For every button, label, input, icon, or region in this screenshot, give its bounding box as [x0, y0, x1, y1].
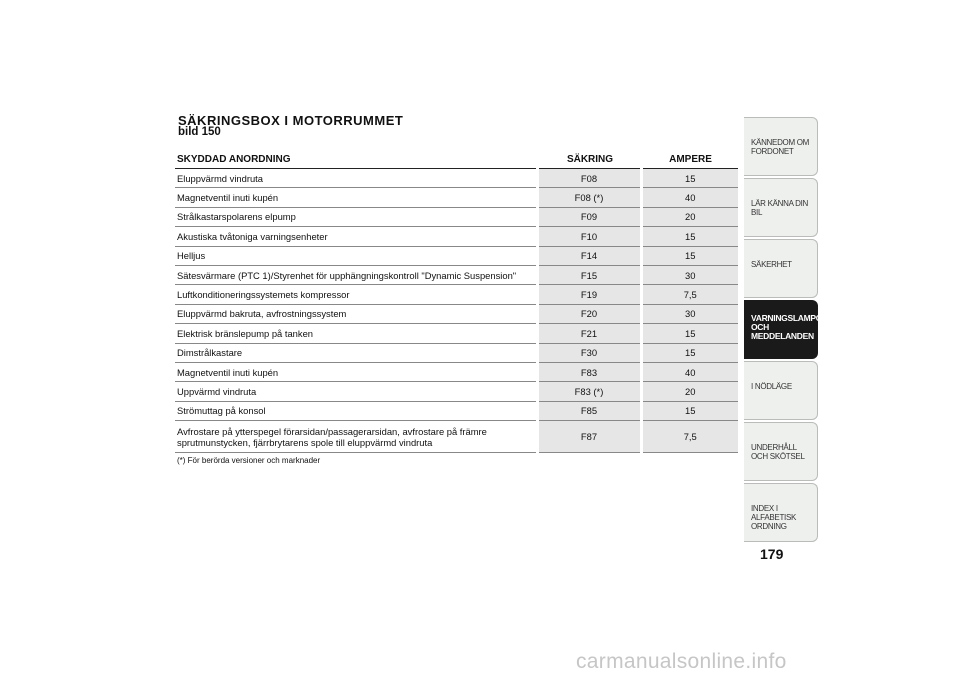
device-cell: Magnetventil inuti kupén — [175, 188, 537, 207]
footnote: (*) För berörda versioner och marknader — [177, 456, 321, 465]
fuse-cell: F15 — [537, 265, 641, 284]
device-cell: Avfrostare på ytterspegel förarsidan/passagerarsidan, avfrostare på främre sprutmunstycken, fjärrbrytarens spole till eluppvärmd vindruta — [175, 421, 537, 453]
ampere-cell: 15 — [641, 246, 738, 265]
section-title: SÄKRINGSBOX I MOTORRUMMET — [178, 113, 404, 128]
tab-chapter-4[interactable]: VARNINGSLAMPOR OCH MEDDELANDEN — [744, 300, 818, 359]
ampere-cell: 40 — [641, 362, 738, 381]
device-cell: Strålkastarspolarens elpump — [175, 207, 537, 226]
tab-chapter-7[interactable]: INDEX I ALFABETISK ORDNING — [744, 483, 818, 542]
device-cell: Akustiska tvåtoniga varningsenheter — [175, 227, 537, 246]
table-row — [175, 285, 738, 304]
tab-chapter-3[interactable]: SÄKERHET — [744, 239, 818, 298]
device-cell: Elektrisk bränslepump på tanken — [175, 324, 537, 343]
table-row — [175, 207, 738, 226]
tab-chapter-2[interactable]: LÄR KÄNNA DIN BIL — [744, 178, 818, 237]
fuse-cell: F14 — [537, 246, 641, 265]
device-cell: Eluppvärmd bakruta, avfrostningssystem — [175, 304, 537, 323]
fuse-cell: F08 — [537, 169, 641, 188]
fuse-cell: F20 — [537, 304, 641, 323]
ampere-cell: 20 — [641, 382, 738, 401]
ampere-cell: 15 — [641, 343, 738, 362]
ampere-cell: 7,5 — [641, 285, 738, 304]
device-cell: Eluppvärmd vindruta — [175, 169, 537, 188]
fuse-cell: F19 — [537, 285, 641, 304]
header-fuse: SÄKRING — [537, 151, 641, 169]
device-cell: Magnetventil inuti kupén — [175, 362, 537, 381]
device-cell: Helljus — [175, 246, 537, 265]
ampere-cell: 40 — [641, 188, 738, 207]
fuse-cell: F83 (*) — [537, 382, 641, 401]
figure-reference: bild 150 — [178, 126, 221, 138]
table-header-row — [175, 151, 738, 169]
table-row — [175, 246, 738, 265]
fuse-cell: F85 — [537, 401, 641, 420]
chapter-tabs — [744, 117, 828, 544]
device-cell: Sätesvärmare (PTC 1)/Styrenhet för upphängningskontroll "Dynamic Suspension" — [175, 265, 537, 284]
page-number: 179 — [760, 546, 784, 562]
fuse-cell: F09 — [537, 207, 641, 226]
fuse-cell: F21 — [537, 324, 641, 343]
device-cell: Uppvärmd vindruta — [175, 382, 537, 401]
tab-chapter-1[interactable]: KÄNNEDOM OM FORDONET — [744, 117, 818, 176]
table-row — [175, 169, 738, 188]
table-row — [175, 421, 738, 453]
device-cell: Dimstrålkastare — [175, 343, 537, 362]
fuse-cell: F08 (*) — [537, 188, 641, 207]
ampere-cell: 15 — [641, 169, 738, 188]
ampere-cell: 20 — [641, 207, 738, 226]
ampere-cell: 7,5 — [641, 421, 738, 453]
ampere-cell: 15 — [641, 324, 738, 343]
ampere-cell: 30 — [641, 265, 738, 284]
table-row — [175, 324, 738, 343]
tab-chapter-6[interactable]: UNDERHÅLL OCH SKÖTSEL — [744, 422, 818, 481]
header-ampere: AMPERE — [641, 151, 738, 169]
tab-chapter-5[interactable]: I NÖDLÄGE — [744, 361, 818, 420]
table-row — [175, 343, 738, 362]
header-protected-device: SKYDDAD ANORDNING — [175, 151, 537, 169]
table-row — [175, 265, 738, 284]
table-row — [175, 401, 738, 420]
fuse-table — [175, 151, 738, 453]
watermark: carmanualsonline.info — [576, 650, 787, 673]
device-cell: Luftkonditioneringssystemets kompressor — [175, 285, 537, 304]
ampere-cell: 30 — [641, 304, 738, 323]
fuse-cell: F30 — [537, 343, 641, 362]
fuse-cell: F87 — [537, 421, 641, 453]
fuse-cell: F10 — [537, 227, 641, 246]
table-row — [175, 304, 738, 323]
ampere-cell: 15 — [641, 401, 738, 420]
ampere-cell: 15 — [641, 227, 738, 246]
table-row — [175, 227, 738, 246]
table-row — [175, 382, 738, 401]
device-cell: Strömuttag på konsol — [175, 401, 537, 420]
fuse-cell: F83 — [537, 362, 641, 381]
table-row — [175, 362, 738, 381]
table-row — [175, 188, 738, 207]
